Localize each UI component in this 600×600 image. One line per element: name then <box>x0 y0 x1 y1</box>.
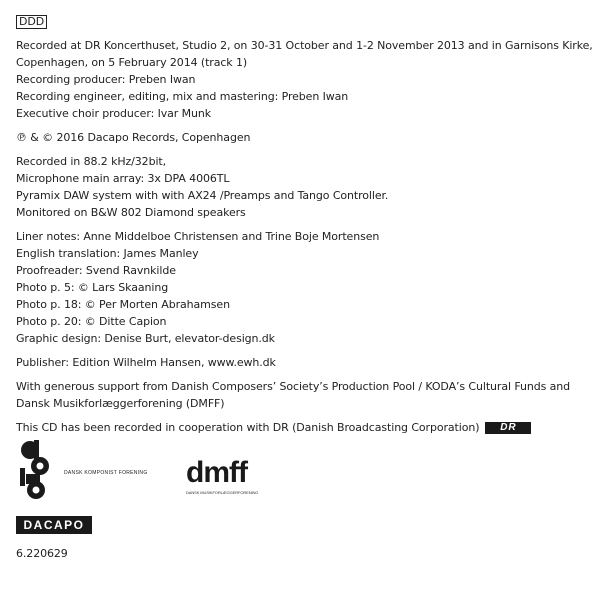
dr-logo: DR <box>485 422 531 434</box>
dk-logo-text: DANSK KOMPONIST FORENING <box>64 470 148 476</box>
technical-line: Recorded in 88.2 kHz/32bit, <box>16 155 167 168</box>
technical-line: Microphone main array: 3x DPA 4006TL <box>16 172 230 185</box>
credit-line: Liner notes: Anne Middelboe Christensen and Trine Boje Mortensen <box>16 230 380 243</box>
dacapo-logo: DACAPO <box>16 516 92 534</box>
technical-block <box>16 153 586 221</box>
sponsor-logos <box>16 438 316 502</box>
recording-line: Recorded at DR Koncerthuset, Studio 2, on 30-31 October and 1-2 November 2013 and in Garnisons Kirke, <box>16 39 593 52</box>
technical-line: Monitored on B&W 802 Diamond speakers <box>16 206 246 219</box>
credit-line: English translation: James Manley <box>16 247 199 260</box>
credits-block <box>16 228 586 347</box>
recording-line: Copenhagen, on 5 February 2014 (track 1) <box>16 56 248 69</box>
copyright-line: ℗ & © 2016 Dacapo Records, Copenhagen <box>16 131 251 144</box>
catalog-number: 6.220629 <box>16 547 68 560</box>
credit-line: Proofreader: Svend Ravnkilde <box>16 264 176 277</box>
recording-line: Recording engineer, editing, mix and mastering: Preben Iwan <box>16 90 349 103</box>
dmff-logo-mark: dmff <box>186 456 247 488</box>
credit-line: Photo p. 18: © Per Morten Abrahamsen <box>16 298 230 311</box>
credit-line: Photo p. 5: © Lars Skaaning <box>16 281 169 294</box>
publisher-line: Publisher: Edition Wilhelm Hansen, www.ewh.dk <box>16 356 276 369</box>
ddd-badge: DDD <box>16 15 47 29</box>
credit-line: Graphic design: Denise Burt, elevator-design.dk <box>16 332 275 345</box>
credit-line: Photo p. 20: © Ditte Capion <box>16 315 167 328</box>
recording-block <box>16 37 593 122</box>
cooperation-text: This CD has been recorded in cooperation with DR (Danish Broadcasting Corporation) <box>16 421 480 434</box>
recording-line: Recording producer: Preben Iwan <box>16 73 196 86</box>
dmff-logo <box>186 456 278 488</box>
dansk-komponist-forening-logo <box>16 438 60 502</box>
liner-credits <box>16 12 593 436</box>
recording-line: Executive choir producer: Ivar Munk <box>16 107 211 120</box>
technical-line: Pyramix DAW system with with AX24 /Preamps and Tango Controller. <box>16 189 389 202</box>
cooperation-row <box>16 419 586 436</box>
support-text: With generous support from Danish Composers’ Society’s Production Pool / KODA’s Cultural Funds and Dansk Musikforlæggerforening (DMFF) <box>16 380 571 410</box>
dmff-logo-text: DANSK MUSIKFORLÆGGERFORENING <box>186 490 259 495</box>
